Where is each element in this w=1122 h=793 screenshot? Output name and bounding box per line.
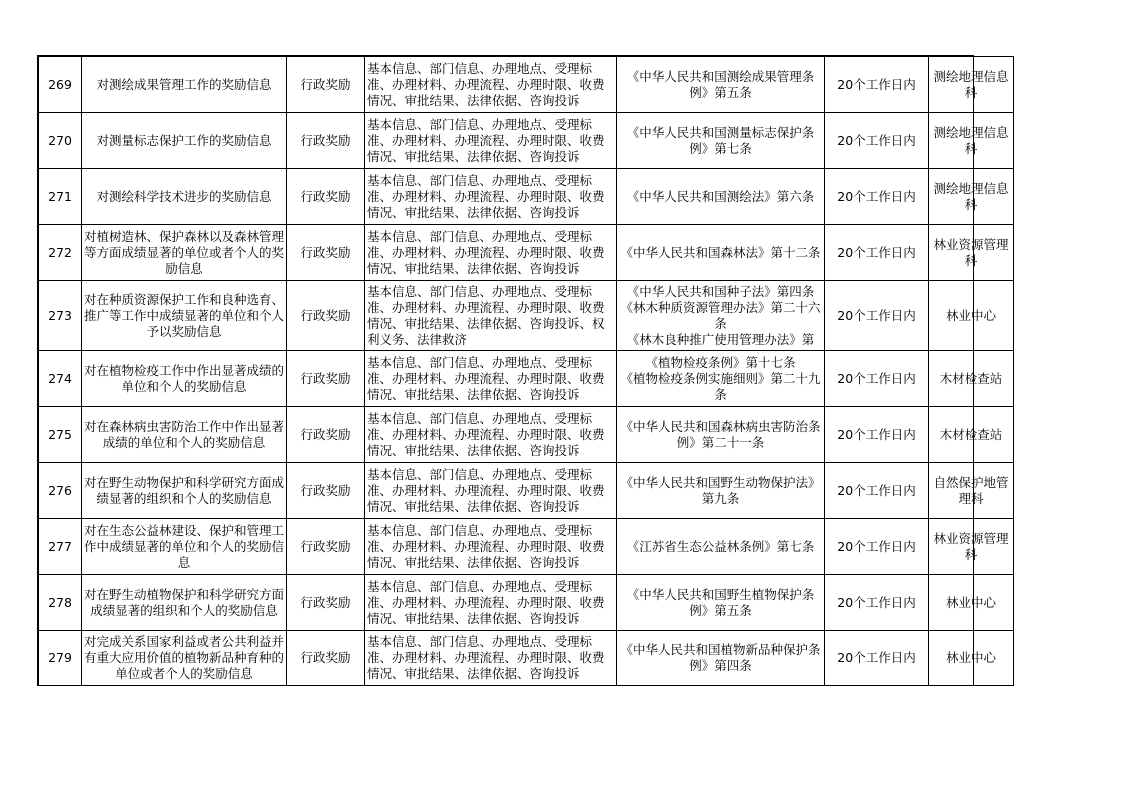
public-content-cell-text: 基本信息、部门信息、办理地点、受理标准、办理材料、办理流程、办理时限、收费情况、审批结果、法律依据、咨询投诉、权利义务、法律救济	[367, 283, 605, 347]
legal-basis-line: 《林木良种推广使用管理办法》第	[626, 331, 815, 347]
table-row	[39, 575, 1014, 631]
legal-basis-line: 《中华人民共和国测绘法》第六条	[626, 188, 815, 204]
time-limit-cell	[825, 57, 929, 113]
legal-basis-line: 《中华人民共和国植物新品种保护条例》第四条	[620, 642, 821, 673]
department-cell	[929, 351, 1014, 407]
row-number-cell	[39, 463, 82, 519]
category-cell	[287, 407, 365, 463]
time-limit-cell-text: 20个工作日内	[837, 594, 916, 610]
row-number-cell-text: 270	[48, 132, 72, 148]
legal-basis-line: 《植物检疫条例实施细则》第二十九条	[620, 370, 821, 402]
department-cell-text: 测绘地理信息科	[933, 68, 1009, 100]
table-row	[39, 281, 1014, 351]
time-limit-cell-text: 20个工作日内	[837, 426, 916, 442]
department-cell	[929, 519, 1014, 575]
item-name-cell	[82, 225, 287, 281]
row-number-cell-text: 279	[48, 650, 72, 665]
department-cell-text: 林业中心	[945, 307, 996, 323]
department-cell	[929, 631, 1014, 686]
department-cell	[929, 225, 1014, 281]
item-name-cell-text: 对在生态公益林建设、保护和管理工作中成绩显著的单位和个人的奖励信息	[84, 522, 284, 570]
item-name-cell-text: 对在野生动植物保护和科学研究方面成绩显著的组织和个人的奖励信息	[84, 586, 284, 618]
department-cell	[929, 169, 1014, 225]
public-content-cell-text: 基本信息、部门信息、办理地点、受理标准、办理材料、办理流程、办理时限、收费情况、审批结果、法律依据、咨询投诉	[367, 354, 605, 402]
row-number-cell	[39, 631, 82, 686]
row-number-cell	[39, 281, 82, 351]
public-content-cell-text: 基本信息、部门信息、办理地点、受理标准、办理材料、办理流程、办理时限、收费情况、审批结果、法律依据、咨询投诉	[367, 228, 605, 276]
public-content-cell-text: 基本信息、部门信息、办理地点、受理标准、办理材料、办理流程、办理时限、收费情况、审批结果、法律依据、咨询投诉	[367, 634, 605, 681]
category-cell	[287, 57, 365, 113]
row-number-cell	[39, 225, 82, 281]
row-number-cell-text: 274	[48, 370, 72, 386]
row-number-cell-text: 272	[48, 244, 72, 260]
department-cell	[929, 575, 1014, 631]
department-cell-text: 林业中心	[945, 594, 996, 610]
department-cell	[929, 57, 1014, 113]
public-content-cell	[365, 225, 617, 281]
row-number-cell	[39, 113, 82, 169]
item-name-cell-text: 对在植物检疫工作中作出显著成绩的单位和个人的奖励信息	[84, 362, 284, 394]
public-content-cell-text: 基本信息、部门信息、办理地点、受理标准、办理材料、办理流程、办理时限、收费情况、审批结果、法律依据、咨询投诉	[367, 578, 605, 626]
department-cell-text: 测绘地理信息科	[933, 180, 1009, 212]
public-content-cell-text: 基本信息、部门信息、办理地点、受理标准、办理材料、办理流程、办理时限、收费情况、审批结果、法律依据、咨询投诉	[367, 466, 605, 514]
category-cell	[287, 113, 365, 169]
time-limit-cell-text: 20个工作日内	[837, 370, 916, 386]
legal-basis-line: 《中华人民共和国森林病虫害防治条例》第二十一条	[620, 418, 821, 450]
legal-basis-cell	[617, 575, 825, 631]
legal-basis-cell	[617, 225, 825, 281]
row-number-cell-text: 277	[48, 538, 72, 554]
legal-basis-cell-text	[619, 539, 822, 555]
row-number-cell	[39, 575, 82, 631]
table-row	[39, 463, 1014, 519]
time-limit-cell-text: 20个工作日内	[837, 538, 916, 554]
legal-basis-cell	[617, 57, 825, 113]
category-cell	[287, 351, 365, 407]
item-name-cell-text: 对测绘科学技术进步的奖励信息	[96, 188, 272, 204]
department-cell-text: 木材检查站	[939, 426, 1003, 442]
legal-basis-cell-text	[619, 475, 822, 507]
legal-basis-cell-text	[619, 125, 822, 157]
legal-basis-cell-text	[619, 355, 822, 403]
legal-basis-line: 《中华人民共和国测量标志保护条例》第七条	[626, 124, 815, 156]
legal-basis-line: 《中华人民共和国测绘成果管理条例》第五条	[626, 68, 815, 100]
category-cell-text: 行政奖励	[300, 370, 351, 386]
table-row	[39, 169, 1014, 225]
department-cell	[929, 113, 1014, 169]
item-name-cell	[82, 463, 287, 519]
table-row	[39, 519, 1014, 575]
time-limit-cell	[825, 225, 929, 281]
category-cell-text: 行政奖励	[300, 538, 351, 554]
time-limit-cell	[825, 575, 929, 631]
item-name-cell	[82, 351, 287, 407]
item-name-cell	[82, 281, 287, 351]
legal-basis-cell	[617, 519, 825, 575]
public-content-cell	[365, 519, 617, 575]
legal-basis-cell	[617, 631, 825, 686]
public-content-cell	[365, 351, 617, 407]
item-name-cell-text: 对在森林病虫害防治工作中作出显著成绩的单位和个人的奖励信息	[84, 418, 284, 450]
legal-basis-cell	[617, 351, 825, 407]
row-number-cell-text: 269	[48, 76, 72, 92]
time-limit-cell-text: 20个工作日内	[837, 188, 916, 204]
public-content-cell	[365, 113, 617, 169]
category-cell-text: 行政奖励	[300, 307, 351, 323]
time-limit-cell	[825, 351, 929, 407]
legal-basis-line: 《中华人民共和国森林法》第十二条	[620, 244, 821, 260]
legal-basis-cell-text	[619, 587, 822, 619]
item-name-cell-text: 对测量标志保护工作的奖励信息	[96, 132, 272, 148]
legal-basis-line: 《林木种质资源管理办法》第二十六条	[620, 299, 821, 331]
department-cell	[929, 407, 1014, 463]
time-limit-cell-text: 20个工作日内	[837, 132, 916, 148]
time-limit-cell	[825, 407, 929, 463]
row-number-cell-text: 271	[48, 188, 72, 204]
category-cell-text: 行政奖励	[300, 132, 351, 148]
department-cell-text: 林业中心	[945, 650, 996, 665]
legal-basis-cell-text	[619, 69, 822, 101]
legal-basis-line: 《中华人民共和国野生植物保护条例》第五条	[626, 586, 815, 618]
public-content-cell-text: 基本信息、部门信息、办理地点、受理标准、办理材料、办理流程、办理时限、收费情况、审批结果、法律依据、咨询投诉	[367, 522, 605, 570]
time-limit-cell-text: 20个工作日内	[837, 650, 916, 665]
public-content-cell	[365, 281, 617, 351]
category-cell-text: 行政奖励	[300, 482, 351, 498]
table-body	[39, 57, 1014, 686]
category-cell	[287, 281, 365, 351]
department-cell-text: 木材检查站	[939, 370, 1003, 386]
public-content-cell	[365, 463, 617, 519]
item-name-cell	[82, 113, 287, 169]
time-limit-cell-text: 20个工作日内	[837, 76, 916, 92]
legal-basis-cell	[617, 407, 825, 463]
time-limit-cell-text: 20个工作日内	[837, 244, 916, 260]
table-row	[39, 57, 1014, 113]
category-cell-text: 行政奖励	[300, 594, 351, 610]
public-content-cell-text: 基本信息、部门信息、办理地点、受理标准、办理材料、办理流程、办理时限、收费情况、审批结果、法律依据、咨询投诉	[367, 410, 605, 458]
item-name-cell-text: 对完成关系国家利益或者公共利益并有重大应用价值的植物新品种育种的单位或者个人的奖励信息	[84, 634, 284, 681]
time-limit-cell	[825, 169, 929, 225]
public-content-cell	[365, 631, 617, 686]
category-cell	[287, 225, 365, 281]
department-cell-text: 自然保护地管理科	[933, 474, 1009, 506]
category-cell	[287, 631, 365, 686]
category-cell	[287, 575, 365, 631]
department-cell-text: 林业资源管理科	[933, 530, 1009, 562]
legal-basis-cell-text	[619, 642, 822, 674]
public-content-cell-text: 基本信息、部门信息、办理地点、受理标准、办理材料、办理流程、办理时限、收费情况、审批结果、法律依据、咨询投诉	[367, 172, 605, 220]
department-cell-text: 林业资源管理科	[933, 236, 1009, 268]
legal-basis-line: 《中华人民共和国种子法》第四条	[626, 283, 815, 299]
legal-basis-cell-text	[619, 189, 822, 205]
item-name-cell-text: 对在种质资源保护工作和良种选育、推广等工作中成绩显著的单位和个人予以奖励信息	[84, 291, 284, 339]
legal-basis-cell	[617, 169, 825, 225]
row-number-cell	[39, 57, 82, 113]
row-number-cell-text: 275	[48, 426, 72, 442]
table-row	[39, 225, 1014, 281]
time-limit-cell	[825, 463, 929, 519]
item-name-cell-text: 对测绘成果管理工作的奖励信息	[96, 76, 272, 92]
legal-basis-cell-text	[619, 284, 822, 348]
legal-basis-line: 《江苏省生态公益林条例》第七条	[626, 538, 815, 554]
public-content-cell	[365, 407, 617, 463]
row-number-cell	[39, 519, 82, 575]
item-name-cell	[82, 57, 287, 113]
time-limit-cell	[825, 113, 929, 169]
legal-basis-line: 《植物检疫条例》第十七条	[645, 354, 796, 370]
public-content-cell-text: 基本信息、部门信息、办理地点、受理标准、办理材料、办理流程、办理时限、收费情况、审批结果、法律依据、咨询投诉	[367, 116, 605, 164]
table-row	[39, 631, 1014, 686]
time-limit-cell	[825, 281, 929, 351]
category-cell-text: 行政奖励	[300, 426, 351, 442]
legal-basis-cell	[617, 463, 825, 519]
category-cell-text: 行政奖励	[300, 244, 351, 260]
category-cell	[287, 519, 365, 575]
item-name-cell	[82, 631, 287, 686]
time-limit-cell-text: 20个工作日内	[837, 307, 916, 323]
row-number-cell	[39, 169, 82, 225]
time-limit-cell	[825, 519, 929, 575]
department-cell	[929, 281, 1014, 351]
time-limit-cell	[825, 631, 929, 686]
item-name-cell	[82, 575, 287, 631]
legal-basis-cell	[617, 281, 825, 351]
category-cell-text: 行政奖励	[300, 650, 351, 665]
category-cell-text: 行政奖励	[300, 76, 351, 92]
legal-basis-cell-text	[619, 245, 822, 261]
category-cell	[287, 169, 365, 225]
item-name-cell-text: 对植树造林、保护森林以及森林管理等方面成绩显著的单位或者个人的奖励信息	[84, 228, 284, 276]
row-number-cell	[39, 407, 82, 463]
row-number-cell-text: 276	[48, 482, 72, 498]
row-number-cell-text: 278	[48, 594, 72, 610]
department-cell-text: 测绘地理信息科	[933, 124, 1009, 156]
legal-basis-cell-text	[619, 419, 822, 451]
row-number-cell-text: 273	[48, 307, 72, 323]
item-name-cell	[82, 407, 287, 463]
category-cell-text: 行政奖励	[300, 188, 351, 204]
info-table	[38, 56, 1014, 686]
row-number-cell	[39, 351, 82, 407]
public-content-cell-text: 基本信息、部门信息、办理地点、受理标准、办理材料、办理流程、办理时限、收费情况、审批结果、法律依据、咨询投诉	[367, 60, 605, 108]
public-content-cell	[365, 575, 617, 631]
department-cell	[929, 463, 1014, 519]
table-row	[39, 351, 1014, 407]
table-row	[39, 113, 1014, 169]
item-name-cell	[82, 169, 287, 225]
legal-basis-cell	[617, 113, 825, 169]
item-name-cell	[82, 519, 287, 575]
spreadsheet-page	[37, 55, 1009, 686]
category-cell	[287, 463, 365, 519]
time-limit-cell-text: 20个工作日内	[837, 482, 916, 498]
public-content-cell	[365, 169, 617, 225]
public-content-cell	[365, 57, 617, 113]
legal-basis-line: 《中华人民共和国野生动物保护法》第九条	[620, 474, 821, 506]
table-row	[39, 407, 1014, 463]
item-name-cell-text: 对在野生动物保护和科学研究方面成绩显著的组织和个人的奖励信息	[84, 474, 284, 506]
